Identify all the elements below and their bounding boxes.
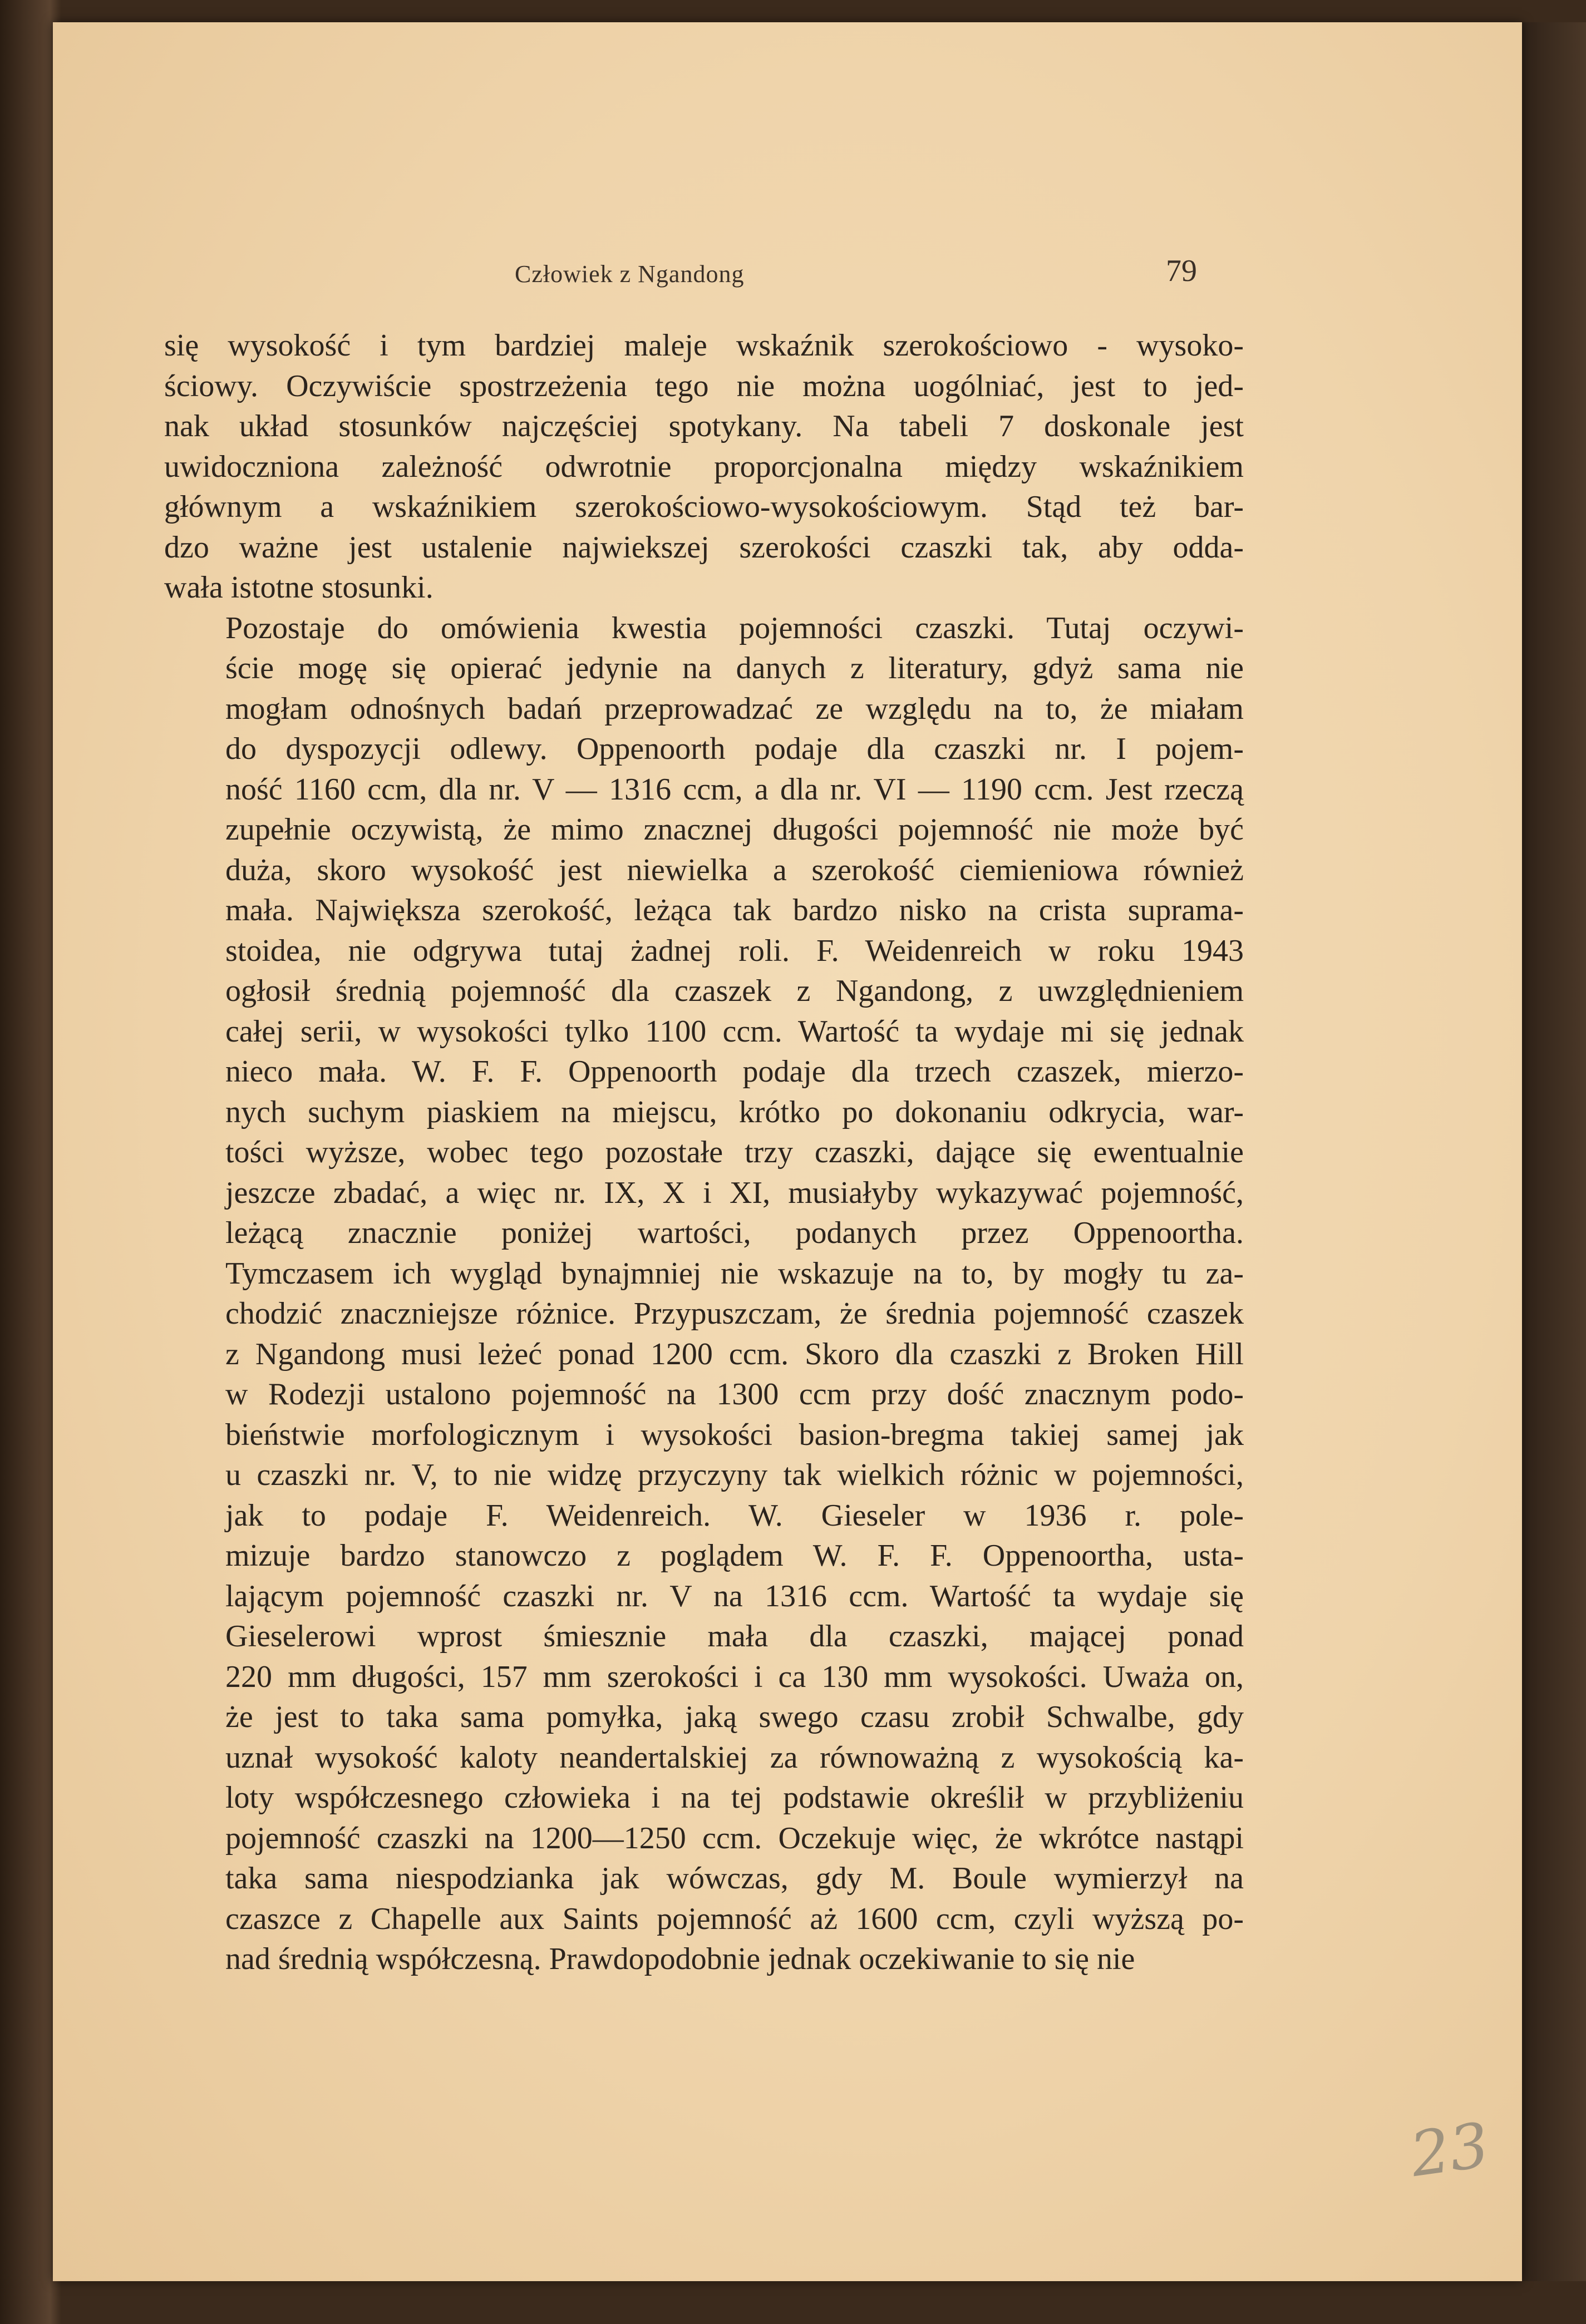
text-line: Gieselerowi wprost śmiesznie mała dla czaszki, mającej ponad <box>225 1619 1244 1654</box>
text-line: mała. Największa szerokość, leżąca tak bardzo nisko na crista suprama- <box>225 893 1244 927</box>
text-line: pojemność czaszki na 1200—1250 ccm. Oczekuje więc, że wkrótce nastąpi <box>225 1820 1244 1856</box>
book-page <box>53 22 1522 2281</box>
paragraph <box>164 608 1244 1980</box>
text-line: czaszce z Chapelle aux Saints pojemność aż 1600 ccm, czyli wyższą po- <box>225 1901 1244 1936</box>
text-line: loty współczesnego człowieka i na tej podstawie określił w przybliżeniu <box>225 1780 1244 1815</box>
text-line: taka sama niespodzianka jak wówczas, gdy M. Boule wymierzył na <box>225 1861 1244 1896</box>
text-line: u czaszki nr. V, to nie widzę przyczyny tak wielkich różnic w pojemności, <box>225 1458 1244 1492</box>
scan-right-edge <box>1522 22 1586 2281</box>
text-line: ogłosił średnią pojemność dla czaszek z Ngandong, z uwzględnieniem <box>225 974 1244 1008</box>
text-line: z Ngandong musi leżeć ponad 1200 ccm. Skoro dla czaszki z Broken Hill <box>225 1336 1244 1371</box>
text-line: Pozostaje do omówienia kwestia pojemności czaszki. Tutaj oczywi- <box>225 610 1244 645</box>
text-line: ściowy. Oczywiście spostrzeżenia tego nie można uogólniać, jest to jed- <box>164 368 1244 403</box>
text-line: zupełnie oczywistą, że mimo znacznej długości pojemność nie może być <box>225 812 1244 847</box>
text-line: nak układ stosunków najczęściej spotykany. Na tabeli 7 doskonale jest <box>164 409 1244 443</box>
paragraph <box>164 325 1244 608</box>
text-line: Tymczasem ich wygląd bynajmniej nie wskazuje na to, by mogły tu za- <box>225 1256 1244 1291</box>
text-line: chodzić znaczniejsze różnice. Przypuszczam, że średnia pojemność czaszek <box>225 1296 1244 1331</box>
running-head <box>53 253 1522 298</box>
text-line: głównym a wskaźnikiem szerokościowo-wysokościowym. Stąd też bar- <box>164 490 1244 524</box>
text-line: w Rodezji ustalono pojemność na 1300 ccm przy dość znacznym podo- <box>225 1377 1244 1412</box>
text-line: nad średnią współczesną. Prawdopodobnie jednak oczekiwanie to się nie <box>225 1942 1135 1976</box>
handwritten-page-mark: 23 <box>1406 2109 1494 2191</box>
text-line: bieństwie morfologicznym i wysokości basion-bregma takiej samej jak <box>225 1417 1244 1452</box>
text-line: całej serii, w wysokości tylko 1100 ccm. Wartość ta wydaje mi się jednak <box>225 1014 1244 1049</box>
text-line: mizuje bardzo stanowczo z poglądem W. F. F. Oppenoortha, usta- <box>225 1538 1244 1573</box>
body-text <box>164 325 1244 1980</box>
text-line: 220 mm długości, 157 mm szerokości i ca 130 mm wysokości. Uważa on, <box>225 1659 1244 1694</box>
text-line: ście mogę się opierać jedynie na danych z literatury, gdyż sama nie <box>225 651 1244 685</box>
text-line: uznał wysokość kaloty neandertalskiej za równoważną z wysokością ka- <box>225 1740 1244 1775</box>
text-line: tości wyższe, wobec tego pozostałe trzy czaszki, dające się ewentualnie <box>225 1135 1244 1170</box>
text-line: mogłam odnośnych badań przeprowadzać ze względu na to, że miałam <box>225 691 1244 726</box>
text-line: dzo ważne jest ustalenie najwiekszej szerokości czaszki tak, aby odda- <box>164 530 1244 565</box>
text-line: jeszcze zbadać, a więc nr. IX, X i XI, musiałyby wykazywać pojemność, <box>225 1175 1244 1210</box>
text-line: nieco mała. W. F. F. Oppenoorth podaje dla trzech czaszek, mierzo- <box>225 1054 1244 1089</box>
text-line: leżącą znacznie poniżej wartości, podanych przez Oppenoortha. <box>225 1216 1244 1250</box>
text-line: wała istotne stosunki. <box>164 570 434 605</box>
text-line: że jest to taka sama pomyłka, jaką swego czasu zrobił Schwalbe, gdy <box>225 1700 1244 1734</box>
running-title: Człowiek z Ngandong <box>515 260 745 288</box>
text-line: się wysokość i tym bardziej maleje wskaźnik szerokościowo - wysoko- <box>164 328 1244 363</box>
text-line: stoidea, nie odgrywa tutaj żadnej roli. F. Weidenreich w roku 1943 <box>225 933 1244 968</box>
text-line: nych suchym piaskiem na miejscu, krótko po dokonaniu odkrycia, war- <box>225 1094 1244 1129</box>
text-line: jak to podaje F. Weidenreich. W. Gieseler w 1936 r. pole- <box>225 1498 1244 1533</box>
text-line: ność 1160 ccm, dla nr. V — 1316 ccm, a dla nr. VI — 1190 ccm. Jest rzeczą <box>225 772 1244 807</box>
text-line: uwidoczniona zależność odwrotnie proporcjonalna między wskaźnikiem <box>164 449 1244 484</box>
text-line: duża, skoro wysokość jest niewielka a szerokość ciemieniowa również <box>225 852 1244 887</box>
text-line: lającym pojemność czaszki nr. V na 1316 ccm. Wartość ta wydaje się <box>225 1578 1244 1614</box>
text-line: do dyspozycji odlewy. Oppenoorth podaje dla czaszki nr. I pojem- <box>225 732 1244 766</box>
page-number: 79 <box>1166 254 1197 288</box>
